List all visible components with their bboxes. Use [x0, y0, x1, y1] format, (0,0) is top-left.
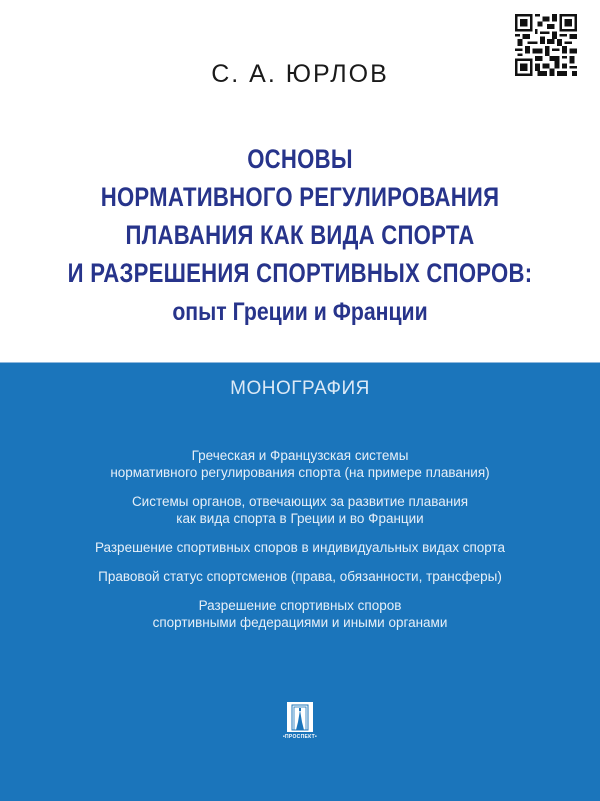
author-name: С. А. ЮРЛОВ	[211, 60, 389, 88]
topic-line: Греческая и Французская системы	[191, 448, 409, 463]
publisher-name: •ПРОСПЕКТ•	[282, 734, 318, 740]
genre-label: МОНОГРАФИЯ	[230, 378, 370, 399]
topic-item	[0, 539, 600, 556]
cover-top	[0, 0, 600, 362]
topic-line: как вида спорта в Греции и во Франции	[176, 511, 424, 526]
topics-list	[0, 447, 600, 643]
book-subtitle: опыт Греции и Франции	[172, 298, 428, 326]
title-line: ПЛАВАНИЯ КАК ВИДА СПОРТА	[125, 220, 475, 250]
topic-line: спортивными федерациями и иными органами	[152, 615, 448, 630]
topic-line: Правовой статус спортсменов (права, обязанности, трансферы)	[98, 569, 502, 584]
topic-line: Разрешение спортивных споров в индивидуальных видах спорта	[94, 540, 506, 555]
book-title	[0, 140, 600, 332]
title-line: НОРМАТИВНОГО РЕГУЛИРОВАНИЯ	[100, 182, 500, 212]
topic-item	[0, 493, 600, 527]
title-line: И РАЗРЕШЕНИЯ СПОРТИВНЫХ СПОРОВ:	[67, 258, 533, 288]
topic-item	[0, 447, 600, 481]
topic-line: Системы органов, отвечающих за развитие плавания	[131, 494, 469, 509]
publisher-logo-icon	[287, 702, 313, 732]
title-line: ОСНОВЫ	[247, 144, 353, 174]
topic-line: нормативного регулирования спорта (на примере плавания)	[110, 465, 490, 480]
topic-item	[0, 568, 600, 585]
publisher-logo	[282, 702, 318, 744]
topic-line: Разрешение спортивных споров	[198, 598, 402, 613]
topic-item	[0, 597, 600, 631]
cover-blue-band	[0, 362, 600, 801]
